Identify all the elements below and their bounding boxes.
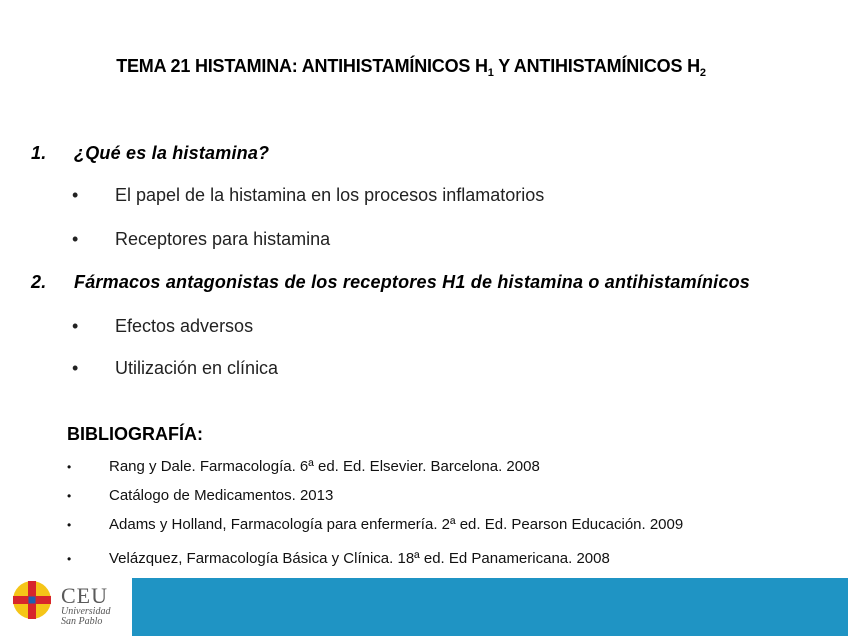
bibliography-item: • Rang y Dale. Farmacología. 6ª ed. Ed. Elsevier. Barcelona. 2008 (67, 458, 540, 475)
section-heading-1: 1. ¿Qué es la histamina? (31, 143, 270, 163)
bibliography-item: • Adams y Holland, Farmacología para enfermería. 2ª ed. Ed. Pearson Educación. 2009 (67, 516, 684, 533)
section-heading-2: 2. Fármacos antagonistas de los receptores H1 de histamina o antihistamínicos (31, 272, 751, 292)
footer-bar (132, 578, 848, 636)
page-title: TEMA 21 HISTAMINA: ANTIHISTAMÍNICOS $H_1$ Y ANTIHISTAMÍNICOS $H_2$ (116, 56, 706, 79)
list-item: • Utilización en clínica (72, 358, 279, 378)
bibliography-heading: BIBLIOGRAFÍA: (67, 424, 203, 444)
bibliography-item: • Catálogo de Medicamentos. 2013 (67, 487, 334, 504)
shield-icon (12, 580, 56, 624)
list-item: • Receptores para histamina (72, 229, 331, 249)
list-item: • Efectos adversos (72, 316, 254, 336)
list-item: • El papel de la histamina en los procesos inflamatorios (72, 185, 545, 205)
bibliography-item: • Velázquez, Farmacología Básica y Clínica. 18ª ed. Ed Panamericana. 2008 (67, 550, 610, 567)
logo-wordmark: CEU Universidad San Pablo (61, 583, 111, 627)
